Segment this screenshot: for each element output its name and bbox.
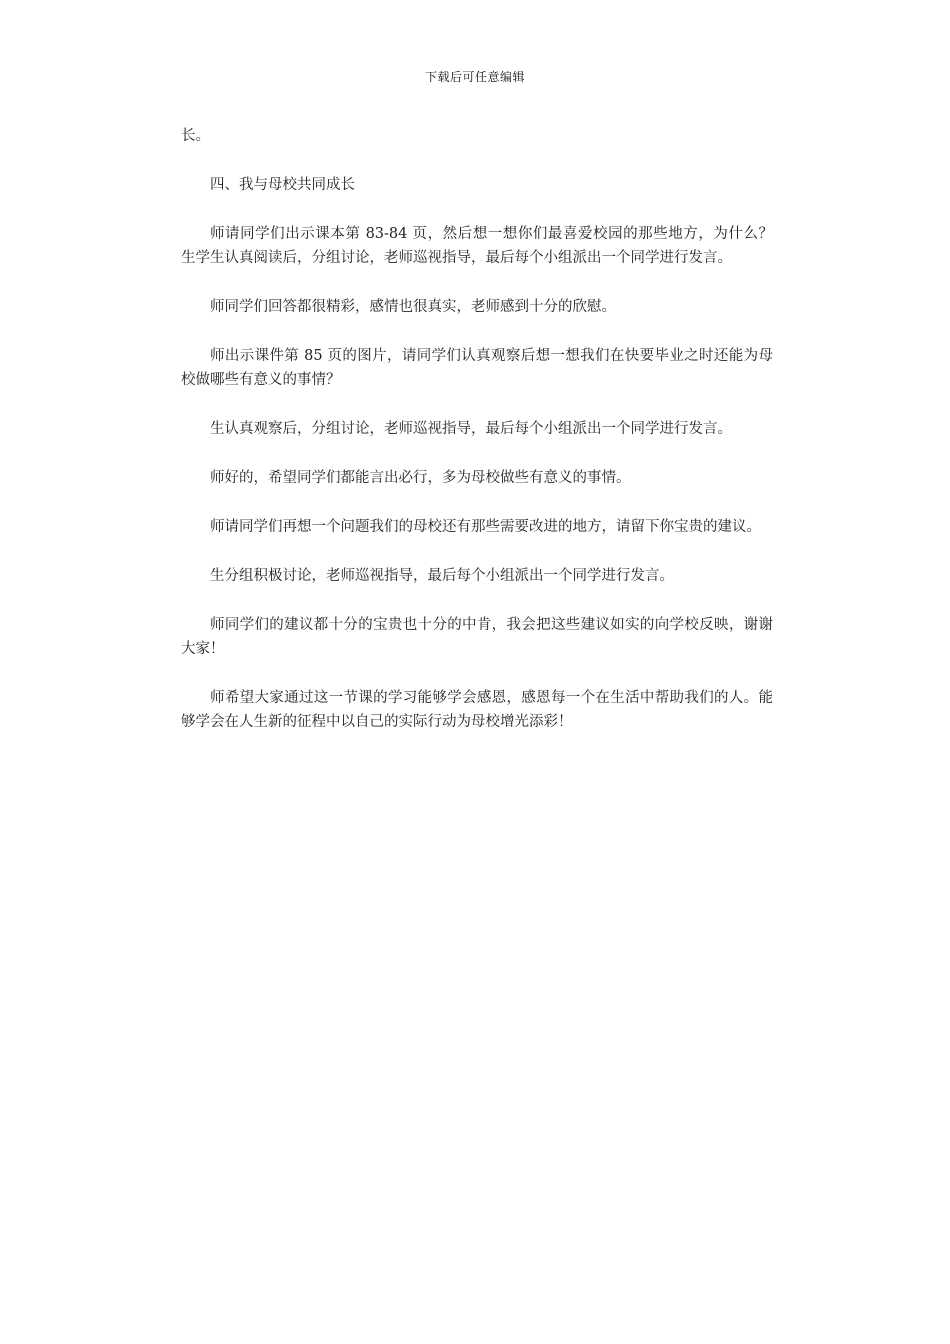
paragraph-continuation: 长。 xyxy=(181,128,210,144)
paragraph: 师请同学们出示课本第 83-84 页，然后想一想你们最喜爱校园的那些地方，为什么？ 生学生认真阅读后，分组讨论，老师巡视指导，最后每个小组派出一个同学进行发言。 xyxy=(181,226,773,266)
paragraph: 师同学们回答都很精彩，感情也很真实，老师感到十分的欣慰。 xyxy=(210,299,616,315)
document-body xyxy=(181,124,773,759)
paragraph: 生分组积极讨论，老师巡视指导，最后每个小组派出一个同学进行发言。 xyxy=(210,568,674,584)
paragraph: 师出示课件第 85 页的图片，请同学们认真观察后想一想我们在快要毕业之时还能为母校做哪些有意义的事情？ xyxy=(181,348,773,388)
section-heading: 四、我与母校共同成长 xyxy=(210,177,355,193)
paragraph: 生认真观察后，分组讨论，老师巡视指导，最后每个小组派出一个同学进行发言。 xyxy=(210,421,732,437)
paragraph: 师同学们的建议都十分的宝贵也十分的中肯，我会把这些建议如实的向学校反映，谢谢大家！ xyxy=(181,617,773,657)
paragraph: 师好的，希望同学们都能言出必行，多为母校做些有意义的事情。 xyxy=(210,470,631,486)
paragraph: 师请同学们再想一个问题我们的母校还有那些需要改进的地方，请留下你宝贵的建议。 xyxy=(210,519,761,535)
page-header: 下载后可任意编辑 xyxy=(424,70,525,84)
paragraph: 师希望大家通过这一节课的学习能够学会感恩，感恩每一个在生活中帮助我们的人。能够学会在人生新的征程中以自己的实际行动为母校增光添彩！ xyxy=(181,690,773,730)
